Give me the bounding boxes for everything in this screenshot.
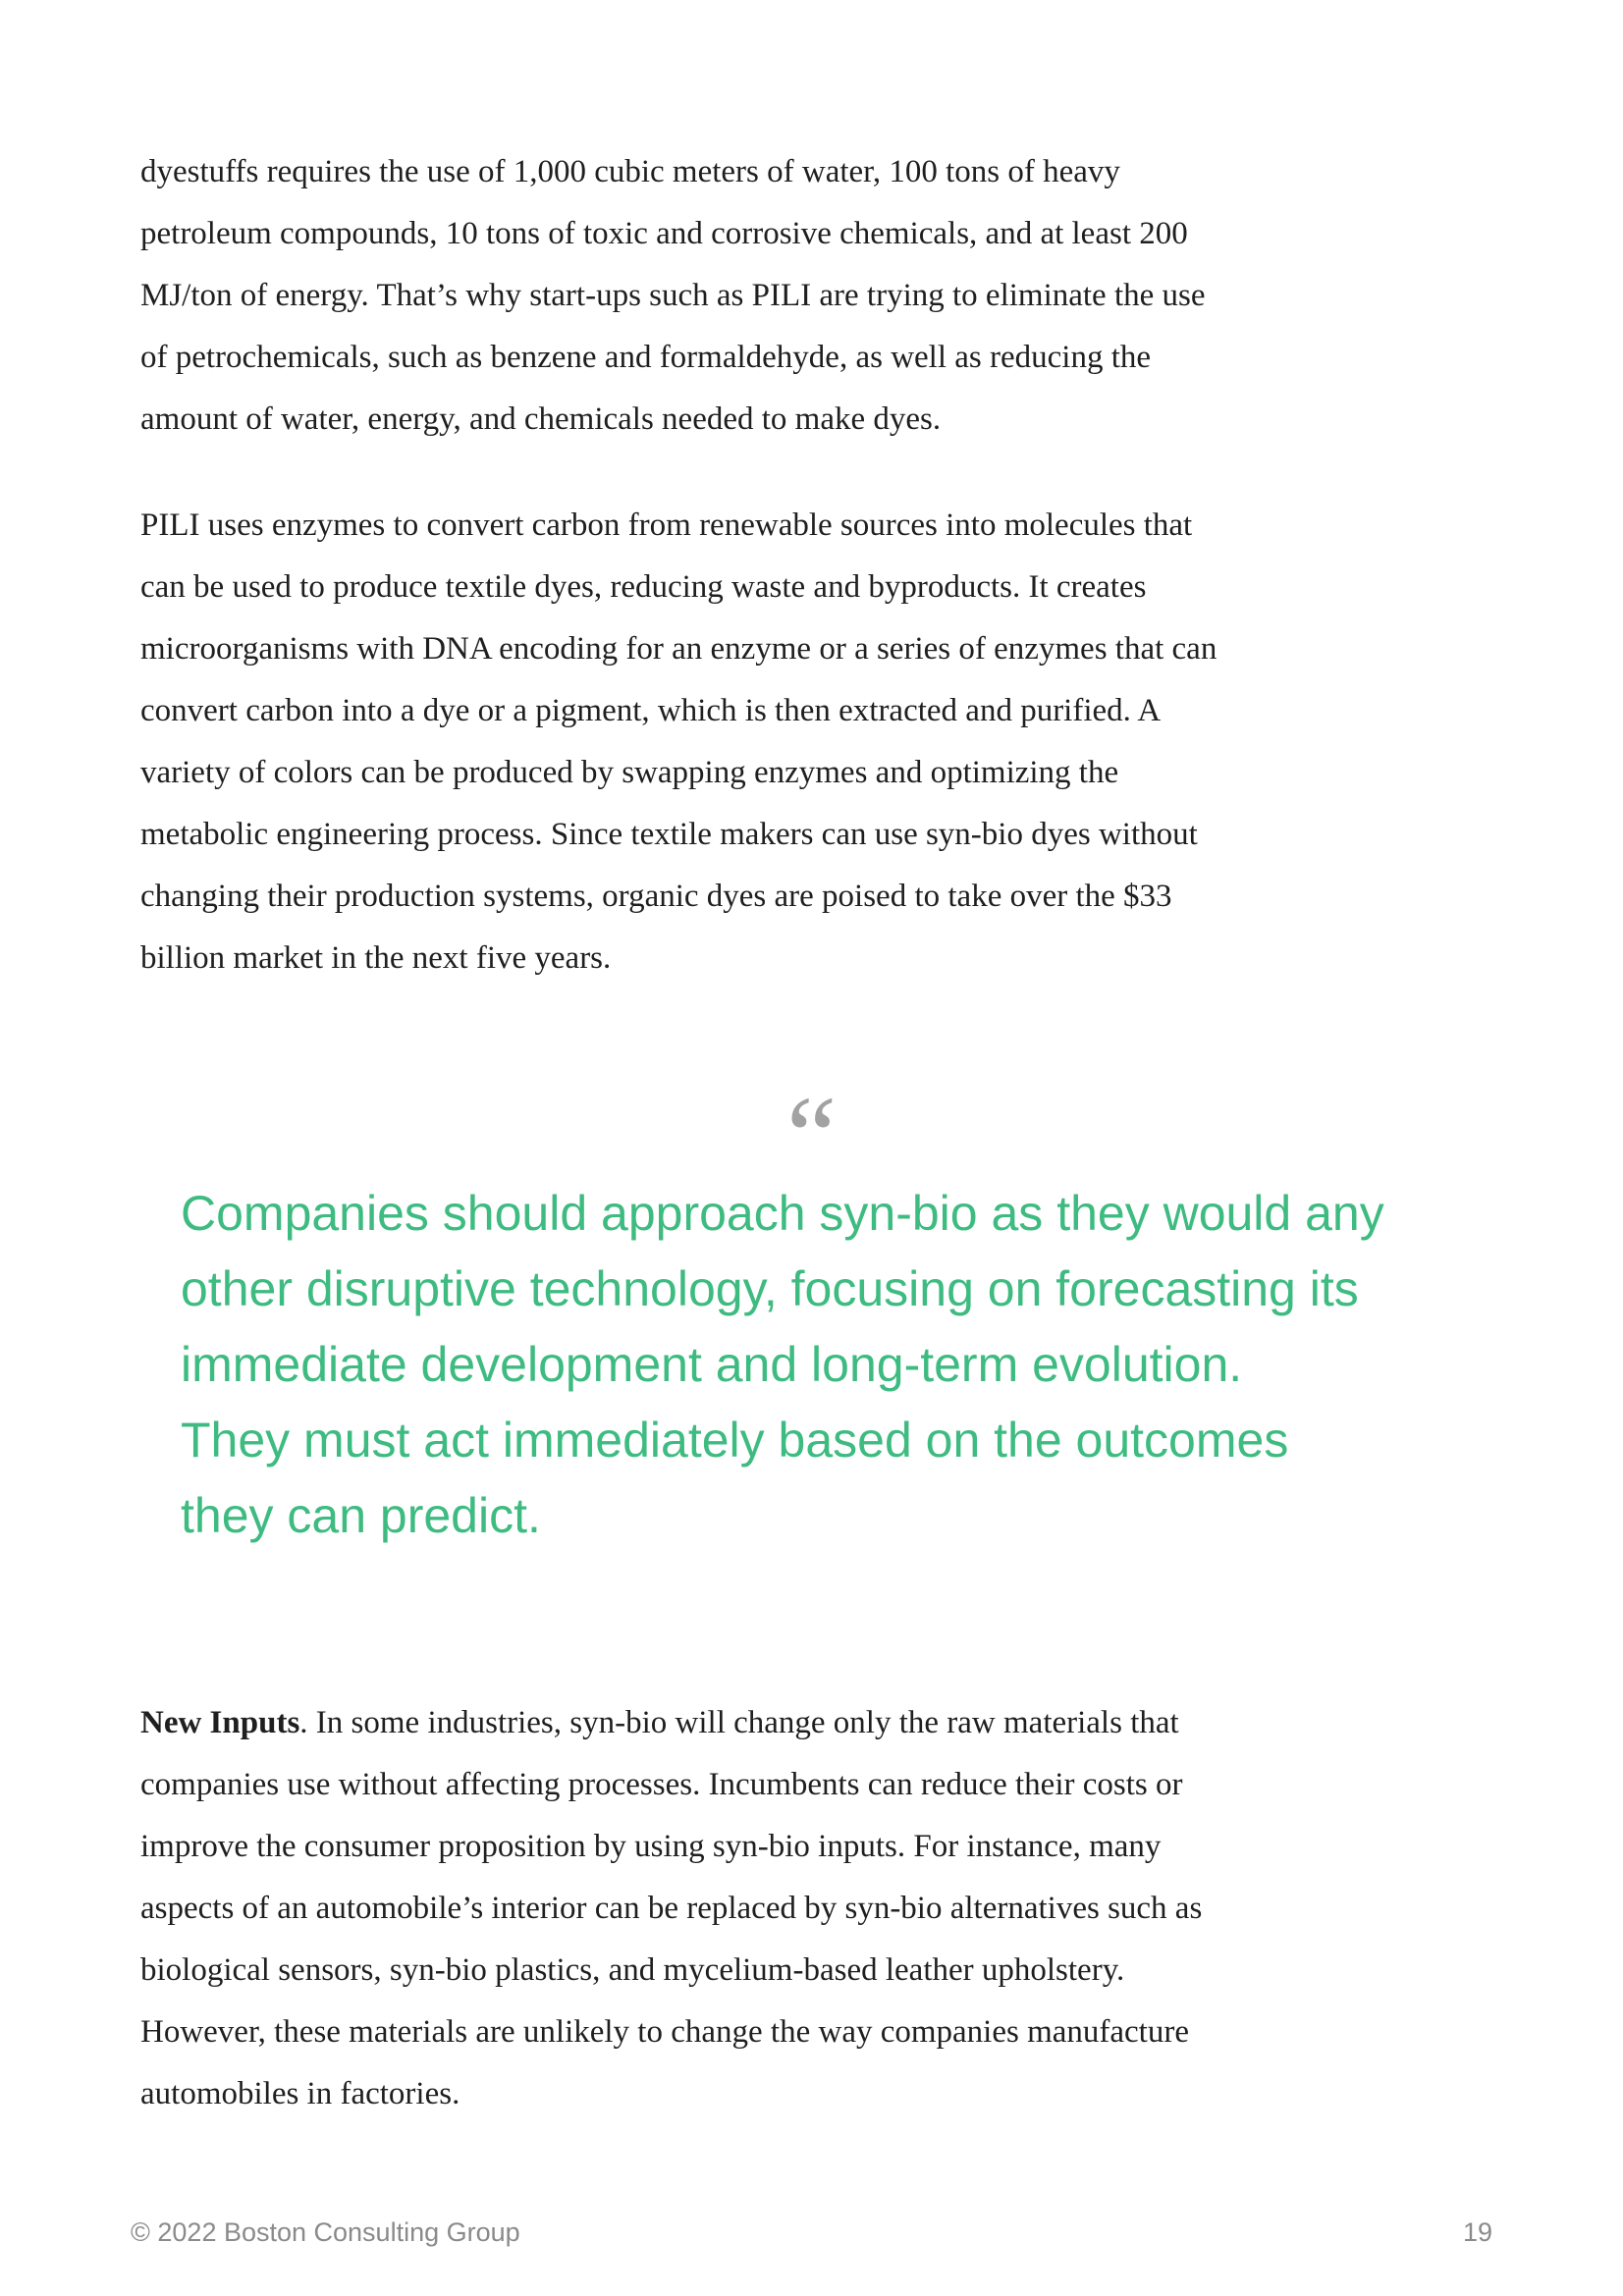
- text-line: However, these materials are unlikely to change the way companies manufacture: [140, 2014, 1189, 2050]
- pull-quote-line: immediate development and long-term evolution.: [181, 1337, 1243, 1392]
- pull-quote-line: Companies should approach syn-bio as they would any: [181, 1186, 1384, 1241]
- text-line: companies use without affecting processes. Incumbents can reduce their costs or: [140, 1767, 1183, 1802]
- text-line: billion market in the next five years.: [140, 940, 612, 976]
- text-line: metabolic engineering process. Since textile makers can use syn-bio dyes without: [140, 817, 1198, 852]
- body-paragraph-2: [140, 495, 1505, 989]
- pull-quote-line: They must act immediately based on the outcomes: [181, 1413, 1289, 1468]
- quote-mark-icon: “: [785, 1074, 838, 1199]
- text-line: biological sensors, syn-bio plastics, and mycelium-based leather upholstery.: [140, 1952, 1125, 1988]
- page-footer: [131, 2213, 1492, 2252]
- text-line: MJ/ton of energy. That’s why start-ups such as PILI are trying to eliminate the use: [140, 278, 1206, 313]
- footer-copyright: © 2022 Boston Consulting Group: [131, 2217, 520, 2247]
- body-paragraph-1: [140, 141, 1505, 451]
- text-line: dyestuffs requires the use of 1,000 cubic meters of water, 100 tons of heavy: [140, 154, 1120, 189]
- text-line: can be used to produce textile dyes, reducing waste and byproducts. It creates: [140, 569, 1147, 605]
- text-line: petroleum compounds, 10 tons of toxic and corrosive chemicals, and at least 200: [140, 216, 1188, 251]
- body-paragraph-3: [140, 1692, 1505, 2125]
- text-line: amount of water, energy, and chemicals needed to make dyes.: [140, 401, 942, 437]
- paragraph-lead-rest: . In some industries, syn-bio will change only the raw materials that: [299, 1705, 1179, 1740]
- text-line: automobiles in factories.: [140, 2076, 460, 2111]
- text-line: microorganisms with DNA encoding for an enzyme or a series of enzymes that can: [140, 631, 1217, 667]
- text-line: changing their production systems, organic dyes are poised to take over the $33: [140, 879, 1172, 914]
- text-line: [140, 1692, 1505, 1754]
- text-line: convert carbon into a dye or a pigment, which is then extracted and purified. A: [140, 693, 1162, 728]
- paragraph-lead: New Inputs: [140, 1705, 300, 1740]
- text-line: of petrochemicals, such as benzene and formaldehyde, as well as reducing the: [140, 340, 1152, 375]
- pull-quote: [181, 1176, 1555, 1554]
- text-line: aspects of an automobile’s interior can be replaced by syn-bio alternatives such as: [140, 1891, 1203, 1926]
- pull-quote-line: they can predict.: [181, 1488, 541, 1543]
- text-line: variety of colors can be produced by swapping enzymes and optimizing the: [140, 755, 1119, 790]
- text-line: PILI uses enzymes to convert carbon from renewable sources into molecules that: [140, 507, 1193, 543]
- page-number: 19: [1462, 2217, 1492, 2247]
- pull-quote-line: other disruptive technology, focusing on forecasting its: [181, 1261, 1359, 1316]
- text-line: improve the consumer proposition by using syn-bio inputs. For instance, many: [140, 1829, 1162, 1864]
